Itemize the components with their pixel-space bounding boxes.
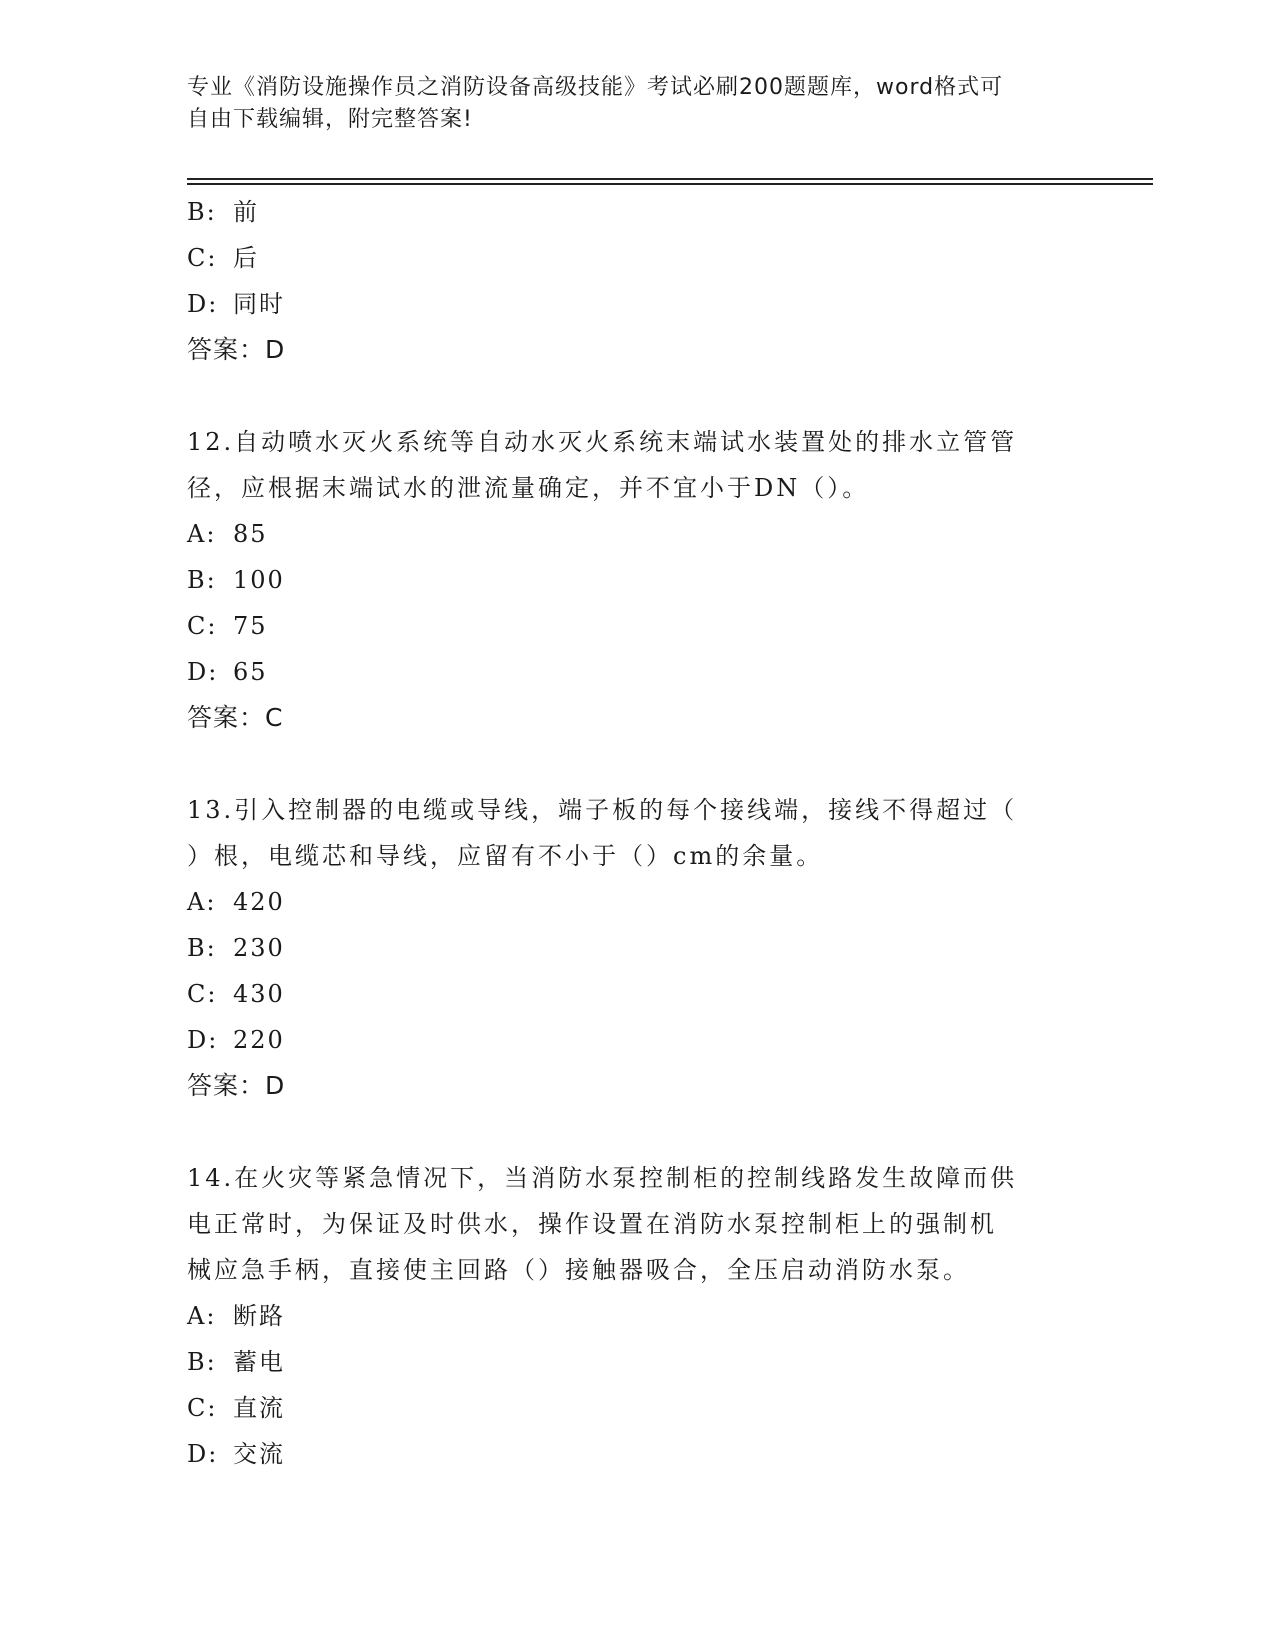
question-stem-line: ）根，电缆芯和导线，应留有不小于（）cm的余量。 <box>187 842 824 870</box>
option-letter: B: <box>187 566 217 594</box>
option-text: 100 <box>233 566 285 594</box>
option-letter: D: <box>187 658 219 686</box>
option-letter: A: <box>187 888 217 916</box>
question-14 <box>187 1155 1087 1477</box>
header-line-2: 自由下载编辑，附完整答案! <box>187 107 473 132</box>
option-letter: C: <box>187 980 218 1008</box>
option-b <box>187 1339 1087 1385</box>
option-a <box>187 879 1087 925</box>
option-c <box>187 235 1087 281</box>
option-text: 420 <box>233 888 285 916</box>
question-stem-line: 电正常时，为保证及时供水，操作设置在消防水泵控制柜上的强制机 <box>187 1210 997 1238</box>
option-text: 后 <box>233 244 259 272</box>
question-stem-line: 13.引入控制器的电缆或导线，端子板的每个接线端，接线不得超过（ <box>187 796 1018 824</box>
option-text: 65 <box>233 658 268 686</box>
answer-line: 答案：C <box>187 703 284 732</box>
option-letter: A: <box>187 520 217 548</box>
option-b <box>187 189 1087 235</box>
option-letter: C: <box>187 244 218 272</box>
option-text: 430 <box>233 980 285 1008</box>
option-letter: D: <box>187 290 219 318</box>
option-letter: B: <box>187 1348 217 1376</box>
question-13 <box>187 787 1087 1109</box>
option-d <box>187 1431 1087 1477</box>
option-letter: C: <box>187 612 218 640</box>
option-c <box>187 971 1087 1017</box>
option-text: 交流 <box>233 1440 285 1468</box>
option-letter: B: <box>187 198 217 226</box>
option-text: 前 <box>233 198 259 226</box>
option-letter: C: <box>187 1394 218 1422</box>
option-text: 75 <box>233 612 268 640</box>
document-header <box>187 72 1067 136</box>
option-text: 220 <box>233 1026 285 1054</box>
header-divider-top <box>187 178 1153 180</box>
option-c <box>187 1385 1087 1431</box>
header-divider-bottom <box>187 183 1153 185</box>
option-d <box>187 281 1087 327</box>
option-b <box>187 925 1087 971</box>
answer-line: 答案：D <box>187 335 286 364</box>
option-letter: B: <box>187 934 217 962</box>
question-list <box>187 189 1087 1477</box>
option-text: 同时 <box>233 290 285 318</box>
question-stem-line: 械应急手柄，直接使主回路（）接触器吸合，全压启动消防水泵。 <box>187 1256 970 1284</box>
question-12 <box>187 419 1087 741</box>
header-line-1: 专业《消防设施操作员之消防设备高级技能》考试必刷200题题库，word格式可 <box>187 75 1004 100</box>
option-d <box>187 1017 1087 1063</box>
option-c <box>187 603 1087 649</box>
option-a <box>187 511 1087 557</box>
option-b <box>187 557 1087 603</box>
question-stem-line: 14.在火灾等紧急情况下，当消防水泵控制柜的控制线路发生故障而供 <box>187 1164 1018 1192</box>
answer-line: 答案：D <box>187 1071 286 1100</box>
option-text: 断路 <box>233 1302 285 1330</box>
option-letter: A: <box>187 1302 217 1330</box>
option-text: 直流 <box>233 1394 285 1422</box>
option-a <box>187 1293 1087 1339</box>
option-text: 蓄电 <box>233 1348 285 1376</box>
option-text: 85 <box>233 520 268 548</box>
question-stem-line: 径，应根据末端试水的泄流量确定，并不宜小于DN（）。 <box>187 474 870 502</box>
question-11-continued <box>187 189 1087 373</box>
option-d <box>187 649 1087 695</box>
question-stem-line: 12.自动喷水灭火系统等自动水灭火系统末端试水装置处的排水立管管 <box>187 428 1018 456</box>
option-letter: D: <box>187 1026 219 1054</box>
option-letter: D: <box>187 1440 219 1468</box>
option-text: 230 <box>233 934 285 962</box>
